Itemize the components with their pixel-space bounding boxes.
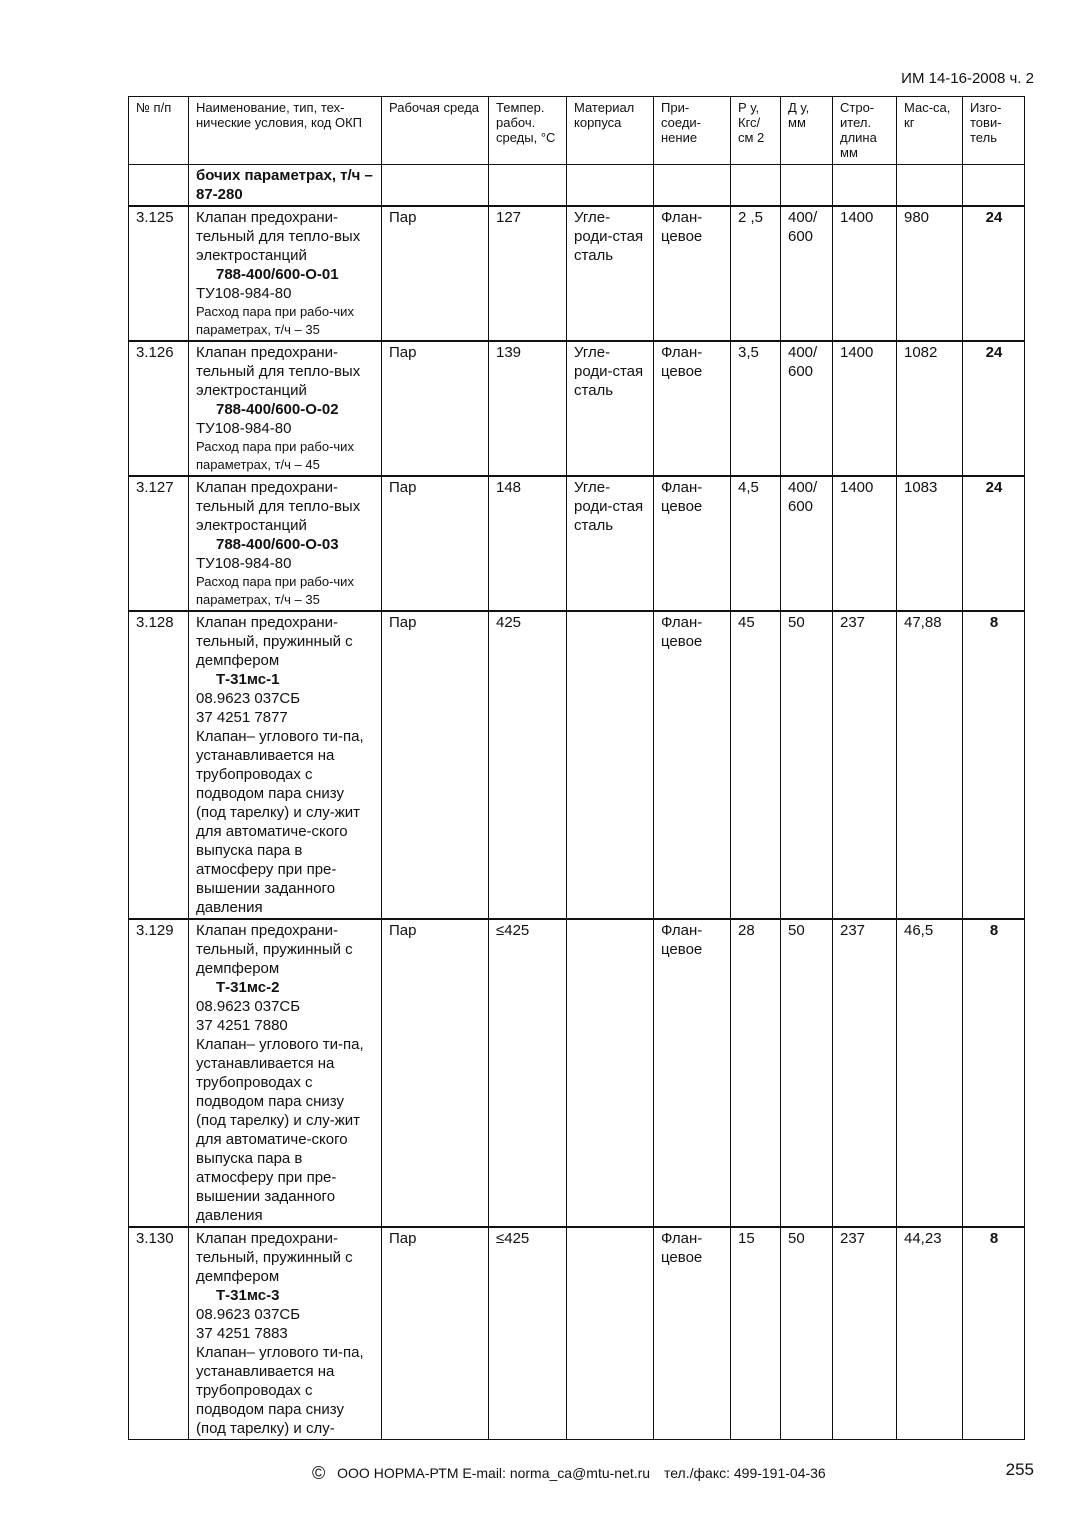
name-line: Клапан предохрани-тельный для тепло-вых электростанций <box>196 479 361 534</box>
spec-code: 08.9623 037СБ <box>196 1306 301 1323</box>
row-pressure: 15 <box>731 1227 781 1440</box>
row-name <box>189 206 382 341</box>
header-name: Наименование, тип, тех-нические условия, код ОКП <box>189 97 382 165</box>
okp-code: 37 4251 7880 <box>196 1017 288 1034</box>
name-line: Клапан предохрани-тельный, пружинный с демпфером <box>196 614 353 669</box>
row-diameter: 400/ 600 <box>781 206 833 341</box>
row-pressure: 2 ,5 <box>731 206 781 341</box>
table-row <box>129 611 1025 919</box>
row-connection: Флан-цевое <box>654 206 731 341</box>
row-mass: 980 <box>897 206 963 341</box>
header-length: Стро-ител. длина мм <box>833 97 897 165</box>
row-medium: Пар <box>382 206 489 341</box>
model-designation: Т-31мс-1 <box>216 671 280 688</box>
spec-code: ТУ108-984-80 <box>196 420 292 437</box>
header-medium: Рабочая среда <box>382 97 489 165</box>
row-diameter: 50 <box>781 919 833 1227</box>
table-row <box>129 1227 1025 1440</box>
header-mass: Мас-са, кг <box>897 97 963 165</box>
table-header-row <box>129 97 1025 165</box>
spec-code: 08.9623 037СБ <box>196 998 301 1015</box>
model-designation: 788-400/600-О-03 <box>216 536 339 553</box>
row-name <box>189 1227 382 1440</box>
row-material: Угле-роди-стая сталь <box>567 206 654 341</box>
row-material: Угле-роди-стая сталь <box>567 476 654 611</box>
header-maker: Изго-тови-тель <box>963 97 1025 165</box>
header-diameter: Д у, мм <box>781 97 833 165</box>
row-mass: 44,23 <box>897 1227 963 1440</box>
row-name <box>189 476 382 611</box>
okp-code: 37 4251 7877 <box>196 709 288 726</box>
spec-code: ТУ108-984-80 <box>196 555 292 572</box>
row-material <box>567 919 654 1227</box>
row-pressure: 4,5 <box>731 476 781 611</box>
spec-code: ТУ108-984-80 <box>196 285 292 302</box>
row-maker: 8 <box>963 1227 1025 1440</box>
row-temp: ≤425 <box>489 1227 567 1440</box>
flow-note: Расход пара при рабо-чих параметрах, т/ч – 35 <box>196 574 354 607</box>
footer-email: E-mail: norma_ca@mtu-net.ru <box>462 1465 651 1481</box>
row-temp: 425 <box>489 611 567 919</box>
row-connection: Флан-цевое <box>654 1227 731 1440</box>
footer-phone: тел./факс: 499-191-04-36 <box>663 1465 826 1481</box>
row-length: 1400 <box>833 206 897 341</box>
spec-code: 08.9623 037СБ <box>196 690 301 707</box>
model-designation: Т-31мс-3 <box>216 1287 280 1304</box>
model-designation: Т-31мс-2 <box>216 979 280 996</box>
name-line: Клапан предохрани-тельный, пружинный с демпфером <box>196 922 353 977</box>
name-line: Клапан предохрани-тельный, пружинный с демпфером <box>196 1230 353 1285</box>
row-temp: 148 <box>489 476 567 611</box>
row-diameter: 50 <box>781 611 833 919</box>
row-connection: Флан-цевое <box>654 919 731 1227</box>
row-temp: ≤425 <box>489 919 567 1227</box>
row-material <box>567 1227 654 1440</box>
header-material: Материал корпуса <box>567 97 654 165</box>
row-num: 3.129 <box>129 919 189 1227</box>
row-maker: 8 <box>963 919 1025 1227</box>
row-medium: Пар <box>382 1227 489 1440</box>
description: Клапан– углового ти-па, устанавливается на трубопроводах с подводом пара снизу (под тарелку) и слу-жит для автоматиче-ского выпуска пара в атмосферу при пре-вышении заданного давления <box>196 1036 364 1224</box>
row-length: 1400 <box>833 476 897 611</box>
row-length: 237 <box>833 611 897 919</box>
row-diameter: 400/ 600 <box>781 341 833 476</box>
page-number: 255 <box>1005 1460 1034 1479</box>
row-material: Угле-роди-стая сталь <box>567 341 654 476</box>
valve-spec-table <box>128 96 1025 1440</box>
model-designation: 788-400/600-О-01 <box>216 266 339 283</box>
row-connection: Флан-цевое <box>654 476 731 611</box>
row-material <box>567 611 654 919</box>
header-pressure: Р у, Кгс/ см 2 <box>731 97 781 165</box>
row-num: 3.126 <box>129 341 189 476</box>
row-num: 3.128 <box>129 611 189 919</box>
description: Клапан– углового ти-па, устанавливается на трубопроводах с подводом пара снизу (под тарелку) и слу-жит для автоматиче-ского выпуска пара в атмосферу при пре-вышении заданного давления <box>196 728 364 916</box>
table-row <box>129 341 1025 476</box>
row-name <box>189 919 382 1227</box>
table-row <box>129 206 1025 341</box>
okp-code: 37 4251 7883 <box>196 1325 288 1342</box>
row-num: 3.127 <box>129 476 189 611</box>
footer <box>312 1463 826 1484</box>
flow-note: Расход пара при рабо-чих параметрах, т/ч – 45 <box>196 439 354 472</box>
name-line: Клапан предохрани-тельный для тепло-вых электростанций <box>196 209 361 264</box>
row-length: 1400 <box>833 341 897 476</box>
row-diameter: 50 <box>781 1227 833 1440</box>
row-num: 3.130 <box>129 1227 189 1440</box>
header-temp: Темпер. рабоч. среды, °С <box>489 97 567 165</box>
flow-note: Расход пара при рабо-чих параметрах, т/ч – 35 <box>196 304 354 337</box>
row-medium: Пар <box>382 919 489 1227</box>
row-length: 237 <box>833 919 897 1227</box>
row-pressure: 3,5 <box>731 341 781 476</box>
row-connection: Флан-цевое <box>654 611 731 919</box>
row-temp: 139 <box>489 341 567 476</box>
row-medium: Пар <box>382 476 489 611</box>
row-temp: 127 <box>489 206 567 341</box>
header-connection: При-соеди-нение <box>654 97 731 165</box>
copyright-sign: © <box>312 1463 326 1483</box>
row-name <box>189 341 382 476</box>
document-code: ИМ 14-16-2008 ч. 2 <box>901 70 1034 87</box>
row-maker: 24 <box>963 341 1025 476</box>
name-line: Клапан предохрани-тельный для тепло-вых электростанций <box>196 344 361 399</box>
row-pressure: 28 <box>731 919 781 1227</box>
row-mass: 46,5 <box>897 919 963 1227</box>
row-maker: 24 <box>963 206 1025 341</box>
continuation-row <box>129 165 1025 207</box>
footer-company: ООО НОРМА-РТМ <box>337 1465 459 1481</box>
row-connection: Флан-цевое <box>654 341 731 476</box>
row-num: 3.125 <box>129 206 189 341</box>
row-medium: Пар <box>382 611 489 919</box>
row-maker: 24 <box>963 476 1025 611</box>
table-row <box>129 919 1025 1227</box>
row-pressure: 45 <box>731 611 781 919</box>
row-medium: Пар <box>382 341 489 476</box>
row-mass: 1082 <box>897 341 963 476</box>
row-diameter: 400/ 600 <box>781 476 833 611</box>
header-num: № п/п <box>129 97 189 165</box>
description: Клапан– углового ти-па, устанавливается на трубопроводах с подводом пара снизу (под тарелку) и слу- <box>196 1344 364 1437</box>
model-designation: 788-400/600-О-02 <box>216 401 339 418</box>
row-name <box>189 611 382 919</box>
row-length: 237 <box>833 1227 897 1440</box>
continuation-text: бочих параметрах, т/ч – 87-280 <box>189 165 382 207</box>
row-mass: 47,88 <box>897 611 963 919</box>
row-maker: 8 <box>963 611 1025 919</box>
table-row <box>129 476 1025 611</box>
row-mass: 1083 <box>897 476 963 611</box>
